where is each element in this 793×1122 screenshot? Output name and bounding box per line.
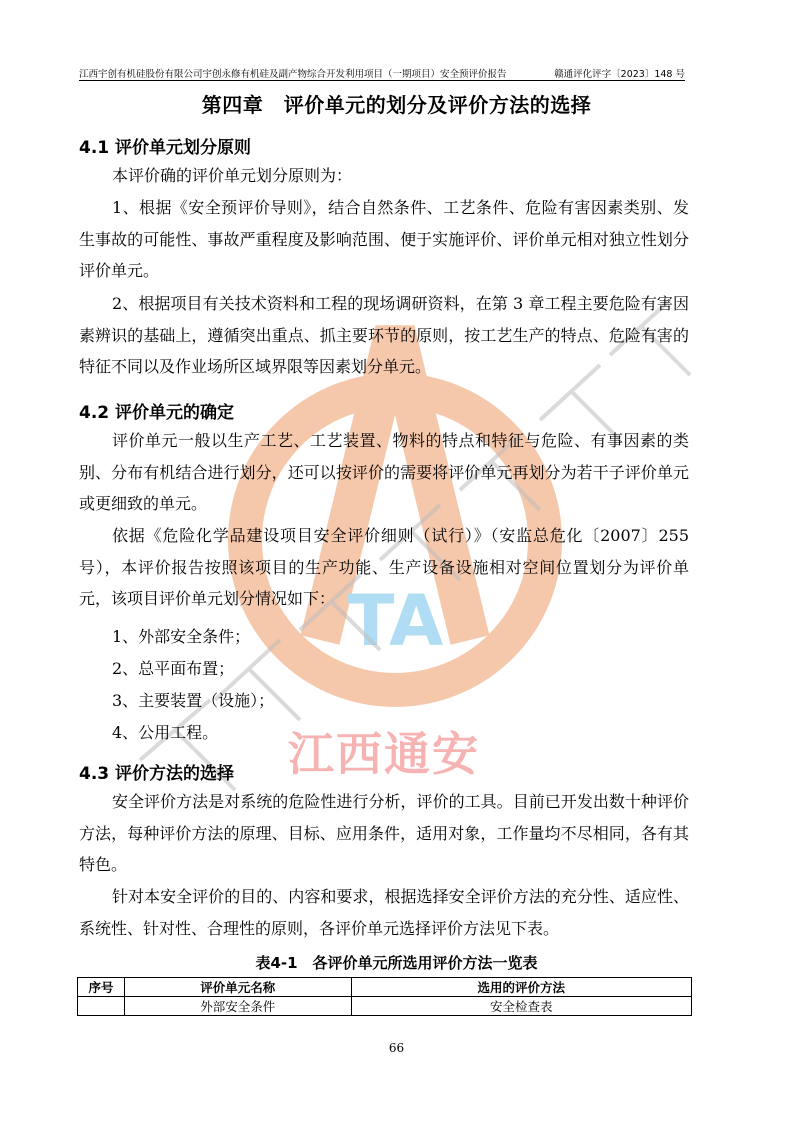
unit-list-item: 3、主要装置（设施）； xyxy=(112,691,275,710)
chapter-title: 第四章 评价单元的划分及评价方法的选择 xyxy=(201,93,592,117)
column-header: 序号 xyxy=(78,978,125,997)
section-4-1-principle-1: 1、根据《安全预评价导则》，结合自然条件、工艺条件、危险有害因素类别、发生事故的可能性、事故严重程度及影响范围、便于实施评价、评价单元相对独立性划分评价单元。 xyxy=(79,198,689,280)
unit-list-item: 2、总平面布置； xyxy=(112,659,235,678)
section-4-3-paragraph-1: 安全评价方法是对系统的危险性进行分析，评价的工具。目前已开发出数十种评价方法，每种评价方法的原理、目标、应用条件，适用对象，工作量均不尽相同，各有其特色。 xyxy=(79,792,689,874)
section-4-3-title: 4.3 评价方法的选择 xyxy=(79,764,235,784)
section-4-2-title: 4.2 评价单元的确定 xyxy=(79,403,235,423)
section-4-2-paragraph-1: 评价单元一般以生产工艺、工艺装置、物料的特点和特征与危险、有事因素的类别、分布有机结合进行划分，还可以按评价的需要将评价单元再划分为若干子评价单元或更细致的单元。 xyxy=(79,431,689,513)
section-4-1-title: 4.1 评价单元划分原则 xyxy=(79,138,252,158)
table-row xyxy=(78,997,692,1016)
evaluation-method-table xyxy=(77,977,692,1016)
page-header xyxy=(79,66,685,81)
page-number: 66 xyxy=(388,1041,405,1055)
section-4-3-paragraph-2: 针对本安全评价的目的、内容和要求，根据选择安全评价方法的充分性、适应性、系统性、针对性、合理性的原则，各评价单元选择评价方法见下表。 xyxy=(79,887,689,938)
table-cell: 安全检查表 xyxy=(351,997,691,1016)
column-header: 选用的评价方法 xyxy=(351,978,691,997)
svg-text:TA: TA xyxy=(346,580,444,662)
header-report-number: 赣通评化评字〔2023〕148 号 xyxy=(554,69,685,80)
section-4-1-intro: 本评价确的评价单元划分原则为： xyxy=(112,166,353,185)
table-header-row xyxy=(78,978,692,997)
header-report-title: 江西宇创有机硅股份有限公司宇创永修有机硅及副产物综合开发利用项目（一期项目）安全预评价报告 xyxy=(79,69,507,80)
table-caption: 表4-1 各评价单元所选用评价方法一览表 xyxy=(255,954,538,972)
column-header: 评价单元名称 xyxy=(124,978,351,997)
unit-list-item: 4、公用工程。 xyxy=(112,723,219,742)
table-cell xyxy=(78,997,125,1016)
section-4-1-principle-2: 2、根据项目有关技术资料和工程的现场调研资料，在第 3 章工程主要危险有害因素辨识的基础上，遵循突出重点、抓主要环节的原则，按工艺生产的特点、危险有害的特征不同以及作业场所区域界限等因素划分单元。 xyxy=(79,294,689,376)
watermark-text: 江西通安 xyxy=(288,727,480,781)
section-4-2-paragraph-2: 依据《危险化学品建设项目安全评价细则（试行）》（安监总危化〔2007〕255 号），本评价报告按照该项目的生产功能、生产设备设施相对空间位置划分为评价单元，该项目评价单元划分情况如下： xyxy=(79,526,689,608)
unit-list-item: 1、外部安全条件； xyxy=(112,627,251,646)
table-cell: 外部安全条件 xyxy=(124,997,351,1016)
